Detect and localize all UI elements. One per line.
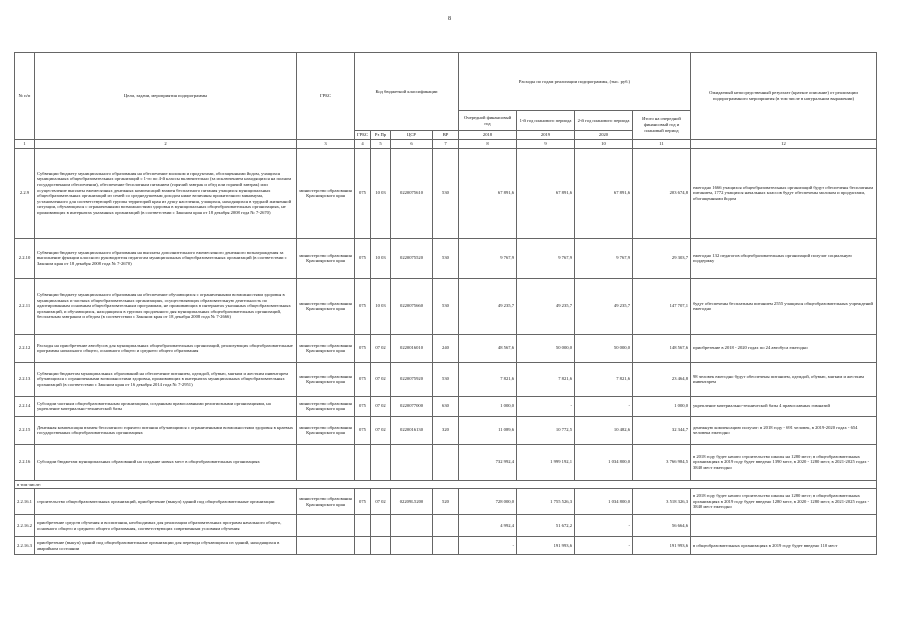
- row-year1-amount: 7 821,6: [459, 362, 517, 396]
- row-year2-amount: 10 772,5: [517, 416, 575, 444]
- row-rzpr: 07 02: [371, 362, 391, 396]
- row-description: Субсидии бюджетам муниципальных образований на создание новых мест в общеобразовательных организациях: [35, 444, 297, 480]
- row-number: 2.2.14: [15, 396, 35, 416]
- row-grbs-code: 075: [355, 238, 371, 278]
- row-year3-amount: 9 767,9: [575, 238, 633, 278]
- colnum: 5: [371, 139, 391, 148]
- row-year1-amount: 67 891,6: [459, 148, 517, 238]
- row-csr: [391, 515, 433, 537]
- row-description: Субсидии частным общеобразовательным организациям, созданным православными религиозными организациями, на укрепление материально-технической базы: [35, 396, 297, 416]
- row-vr: [433, 444, 459, 480]
- row-description: Денежная компенсация взамен бесплатного горячего питания обучающимся с ограниченными возможностями здоровья в краевых государственных общеобразовательных организациях: [35, 416, 297, 444]
- row-csr: 0220016010: [391, 334, 433, 362]
- row-number: 2.2.16: [15, 444, 35, 480]
- table-row: [15, 489, 877, 515]
- header-sub-rzpr: Рз Пр: [371, 131, 391, 140]
- row-grbs: [297, 537, 355, 555]
- row-grbs-code: 075: [355, 362, 371, 396]
- row-year1-amount: 49 235,7: [459, 278, 517, 334]
- row-expected-result: укрепление материально-технической базы 4 православных гимназий: [691, 396, 877, 416]
- header-year2: 2019: [517, 131, 575, 140]
- row-year1-amount: 732 992,4: [459, 444, 517, 480]
- table-row: [15, 444, 877, 480]
- row-vr: 240: [433, 334, 459, 362]
- row-number: 2.2.15: [15, 416, 35, 444]
- row-csr: 0220016130: [391, 416, 433, 444]
- row-total-amount: 3 518 326,3: [633, 489, 691, 515]
- row-expected-result: 98 человек ежегодно будут обеспечены питанием, одеждой, обувью, мягким и жестким инвентарем: [691, 362, 877, 396]
- row-rzpr: 07 02: [371, 489, 391, 515]
- table-row: [15, 416, 877, 444]
- row-rzpr: [371, 444, 391, 480]
- row-grbs-code: 075: [355, 489, 371, 515]
- table-row: [15, 396, 877, 416]
- table-row: [15, 238, 877, 278]
- colnum: 7: [433, 139, 459, 148]
- row-csr: 0220075920: [391, 362, 433, 396]
- row-number: 2.2.16.1: [15, 489, 35, 515]
- header-grbs: ГРБС: [297, 53, 355, 140]
- row-total-amount: 23 464,8: [633, 362, 691, 396]
- table-row: [15, 334, 877, 362]
- row-total-amount: 191 993,6: [633, 537, 691, 555]
- row-number: 2.2.16.3: [15, 537, 35, 555]
- row-year2-amount: 191 993,6: [517, 537, 575, 555]
- row-csr: 0220075660: [391, 278, 433, 334]
- colnum: 4: [355, 139, 371, 148]
- row-year2-amount: 49 235,7: [517, 278, 575, 334]
- row-total-amount: 147 707,1: [633, 278, 691, 334]
- row-year3-amount: 1 034 800,0: [575, 444, 633, 480]
- colnum: 3: [297, 139, 355, 148]
- row-grbs: [297, 444, 355, 480]
- row-description: Субвенции бюджету муниципального образования на обеспечение обучающихся с ограниченными возможностями здоровья в муниципальных и частных общеобразовательных организациях, осуществляющих образовательную деятельность по адаптированным основным общеобразовательным программам, не проживающих в интернатах указанных общеобразовательных организаций, и обучающихся, находящихся в группах продленного дня муниципальных общеобразовательных организаций, бесплатным завтраком и обедом (в соответствии с Законом края от 18 декабря 2008 года № 7-2666): [35, 278, 297, 334]
- row-total-amount: 203 674,8: [633, 148, 691, 238]
- row-vr: 530: [433, 278, 459, 334]
- table-row: [15, 362, 877, 396]
- row-year3-amount: 50 000,0: [575, 334, 633, 362]
- header-year3-label: 2-й год планового периода: [575, 111, 633, 131]
- row-grbs: министерство образования Красноярского края: [297, 489, 355, 515]
- row-year2-amount: 50 000,0: [517, 334, 575, 362]
- row-year1-amount: 4 992,4: [459, 515, 517, 537]
- row-year3-amount: 7 821,6: [575, 362, 633, 396]
- row-csr: [391, 537, 433, 555]
- row-number: 2.2.12: [15, 334, 35, 362]
- row-year3-amount: 1 034 800,0: [575, 489, 633, 515]
- row-year1-amount: 11 089,6: [459, 416, 517, 444]
- row-vr: 530: [433, 362, 459, 396]
- row-expected-result: приобретение в 2018 - 2020 годах по 24 автобуса ежегодно: [691, 334, 877, 362]
- row-number: 2.2.10: [15, 238, 35, 278]
- row-expected-result: в 2018 году будет начато строительство школы на 1280 мест; в общеобразовательных организациях в 2019 году будет введено 1280 мест, в 2020 - 1280 мест, в 2021-2025 годах - 3840 мест ежегодно: [691, 489, 877, 515]
- row-number: 2.2.16.2: [15, 515, 35, 537]
- page-number: 8: [448, 16, 451, 22]
- row-rzpr: 07 02: [371, 396, 391, 416]
- table-row: [15, 278, 877, 334]
- header-year1: 2018: [459, 131, 517, 140]
- table-row: [15, 480, 877, 489]
- table-body: [15, 148, 877, 555]
- table-row: [15, 148, 877, 238]
- row-year2-amount: -: [517, 396, 575, 416]
- row-grbs-code: [355, 515, 371, 537]
- header-total: Итого на очередной финансовый год и плановый период: [633, 111, 691, 140]
- row-rzpr: [371, 515, 391, 537]
- row-total-amount: 56 664,6: [633, 515, 691, 537]
- row-description: Субвенции бюджету муниципального образования на обеспечение молоком и продуктами, обогащенными йодом, учащихся муниципальных общеобразовательных организаций с 1-го по 4-й классы включительно (за исключением находящихся на полном государственном обеспечении), обеспечение бесплатным питанием (горячий завтрак и обед или горячий завтрак) или осуществление выплаты ежемесячных денежных компенсаций взамен бесплатного питания учащихся муниципальных общеобразовательных организаций из семей со среднедушевым доходом ниже величины прожиточного минимума, установленного для соответствующей группы территорий края из душу населения, учащихся, находящихся в трудной жизненной ситуации, обучающихся с ограниченными возможностями здоровья в муниципальных общеобразовательных организациях, не проживающих в интернатах указанных организаций (в соответствии с Законом края от 18 декабря 2008 года № 7-2670): [35, 148, 297, 238]
- header-year1-label: Очередной финансовый год: [459, 111, 517, 131]
- row-description: приобретение (выкуп) зданий под общеобразовательные организации для перевода обучающихся из зданий, находящихся в аварийном состоянии: [35, 537, 297, 555]
- row-description: Расходы на приобретение автобусов для муниципальных общеобразовательных организаций, реализующих общеобразовательные программы начального общего, основного общего и среднего общего образования: [35, 334, 297, 362]
- header-codes: Код бюджетной классификации: [355, 53, 459, 131]
- row-expected-result: [691, 515, 877, 537]
- colnum: 8: [459, 139, 517, 148]
- row-year1-amount: -: [459, 537, 517, 555]
- header-result: Ожидаемый непосредственный результат (краткое описание) от реализации подпрограммного мероприятия (в том числе в натуральном выражении): [691, 53, 877, 140]
- subprogram-table: [14, 52, 877, 555]
- row-rzpr: 07 02: [371, 334, 391, 362]
- row-vr: 530: [433, 238, 459, 278]
- row-year2-amount: 51 672,2: [517, 515, 575, 537]
- row-grbs-code: 075: [355, 396, 371, 416]
- row-grbs: министерство образования Красноярского края: [297, 334, 355, 362]
- row-year1-amount: 48 567,6: [459, 334, 517, 362]
- row-year2-amount: 67 891,6: [517, 148, 575, 238]
- row-grbs-code: 075: [355, 416, 371, 444]
- colnum: 9: [517, 139, 575, 148]
- row-expected-result: ежегодно 132 педагогов общеобразовательных организаций получат социальную поддержку: [691, 238, 877, 278]
- row-expected-result: в общеобразовательных организациях в 2019 году будет введено 110 мест: [691, 537, 877, 555]
- header-costs: Расходы по годам реализации подпрограммы, (тыс. руб.): [459, 53, 691, 111]
- row-csr: 0220075610: [391, 148, 433, 238]
- row-year1-amount: 728 000,0: [459, 489, 517, 515]
- row-expected-result: ежегодно 1666 учащихся общеобразовательных организаций будут обеспечены бесплатным питанием, 1772 учащихся начальных классов будут обеспечены молоком и продуктами, обогащенными йодом: [691, 148, 877, 238]
- colnum: 11: [633, 139, 691, 148]
- row-grbs-code: [355, 537, 371, 555]
- row-year3-amount: -: [575, 537, 633, 555]
- row-expected-result: в 2018 году будет начато строительство школы на 1280 мест; в общеобразовательных организациях в 2019 году будет введено 1390 мест, в 2020 - 1280 мест, в 2021-2025 годах - 3840 мест ежегодно: [691, 444, 877, 480]
- row-csr: [391, 444, 433, 480]
- row-number: 2.2.9: [15, 148, 35, 238]
- row-vr: 320: [433, 416, 459, 444]
- row-total-amount: 32 344,7: [633, 416, 691, 444]
- column-numbers-row: [15, 139, 877, 148]
- row-description: Субвенции бюджетам муниципальных образований на обеспечение питанием, одеждой, обувью, мягким и жестким инвентарем обучающихся с ограниченными возможностями здоровья, проживающих в интернатах муниципальных общеобразовательных организаций (в соответствии с Законом края от 16 декабря 2014 года № 7-2951): [35, 362, 297, 396]
- row-year3-amount: -: [575, 515, 633, 537]
- row-description: приобретение средств обучения и воспитания, необходимых для реализации образовательных программ начального общего, основного общего и среднего общего образования, соответствующих современным условиям обучения: [35, 515, 297, 537]
- row-vr: [433, 515, 459, 537]
- row-rzpr: 10 03: [371, 278, 391, 334]
- table-row: [15, 537, 877, 555]
- row-grbs: министерство образования Красноярского края: [297, 238, 355, 278]
- row-csr: 0220077000: [391, 396, 433, 416]
- row-year2-amount: 7 821,6: [517, 362, 575, 396]
- row-grbs-code: 075: [355, 148, 371, 238]
- row-grbs: министерство образования Красноярского края: [297, 278, 355, 334]
- colnum: 12: [691, 139, 877, 148]
- row-year2-amount: 1 999 192,1: [517, 444, 575, 480]
- row-grbs: министерство образования Красноярского края: [297, 148, 355, 238]
- row-year3-amount: 67 891,6: [575, 148, 633, 238]
- row-total-amount: 3 766 984,5: [633, 444, 691, 480]
- row-grbs: министерство образования Красноярского края: [297, 416, 355, 444]
- row-vr: [433, 537, 459, 555]
- header-goal: Цели, задачи, мероприятия подпрограммы: [35, 53, 297, 140]
- colnum: 1: [15, 139, 35, 148]
- row-rzpr: [371, 537, 391, 555]
- row-csr: 02209L5200: [391, 489, 433, 515]
- row-year2-amount: 9 767,9: [517, 238, 575, 278]
- row-rzpr: 10 03: [371, 238, 391, 278]
- row-grbs-code: 075: [355, 278, 371, 334]
- header-sub-csr: ЦСР: [391, 131, 433, 140]
- header-num: № п/п: [15, 53, 35, 140]
- row-subheading: в том числе:: [15, 480, 877, 489]
- row-number: 2.2.13: [15, 362, 35, 396]
- header-year2-label: 1-й год планового периода: [517, 111, 575, 131]
- row-total-amount: 1 000,0: [633, 396, 691, 416]
- row-grbs-code: 075: [355, 334, 371, 362]
- row-grbs: [297, 515, 355, 537]
- row-total-amount: 29 303,7: [633, 238, 691, 278]
- row-grbs: министерство образования Красноярского края: [297, 396, 355, 416]
- row-expected-result: денежную компенсацию получат: в 2018 году - 691 человек, в 2019-2020 годах - 654 человека ежегодно: [691, 416, 877, 444]
- header-sub-vr: ВР: [433, 131, 459, 140]
- row-vr: 530: [433, 148, 459, 238]
- row-description: строительство общеобразовательных организаций, приобретение (выкуп) зданий под общеобразовательные организации: [35, 489, 297, 515]
- row-year3-amount: 49 235,7: [575, 278, 633, 334]
- header-year3: 2020: [575, 131, 633, 140]
- row-csr: 0220075520: [391, 238, 433, 278]
- row-rzpr: 10 03: [371, 148, 391, 238]
- row-year1-amount: 9 767,9: [459, 238, 517, 278]
- row-year2-amount: 1 755 526,3: [517, 489, 575, 515]
- row-number: 2.2.11: [15, 278, 35, 334]
- row-year3-amount: 10 482,6: [575, 416, 633, 444]
- row-total-amount: 148 567,6: [633, 334, 691, 362]
- row-year3-amount: -: [575, 396, 633, 416]
- row-grbs-code: [355, 444, 371, 480]
- row-description: Субвенции бюджету муниципального образования на выплаты дополнительного ежемесячного денежного вознаграждения за выполнение функции классного руководителя педагогам муниципальных общеобразовательных организаций (в соответствии с Законом края от 18 декабря 2008 года № 7-2670): [35, 238, 297, 278]
- row-expected-result: будут обеспечены бесплатным питанием 2555 учащихся общеобразовательных учреждений ежегодно: [691, 278, 877, 334]
- row-rzpr: 07 02: [371, 416, 391, 444]
- colnum: 10: [575, 139, 633, 148]
- row-grbs: министерство образования Красноярского края: [297, 362, 355, 396]
- row-vr: 630: [433, 396, 459, 416]
- colnum: 2: [35, 139, 297, 148]
- row-year1-amount: 1 000,0: [459, 396, 517, 416]
- row-vr: 520: [433, 489, 459, 515]
- header-sub-grbs: ГРБС: [355, 131, 371, 140]
- colnum: 6: [391, 139, 433, 148]
- table-row: [15, 515, 877, 537]
